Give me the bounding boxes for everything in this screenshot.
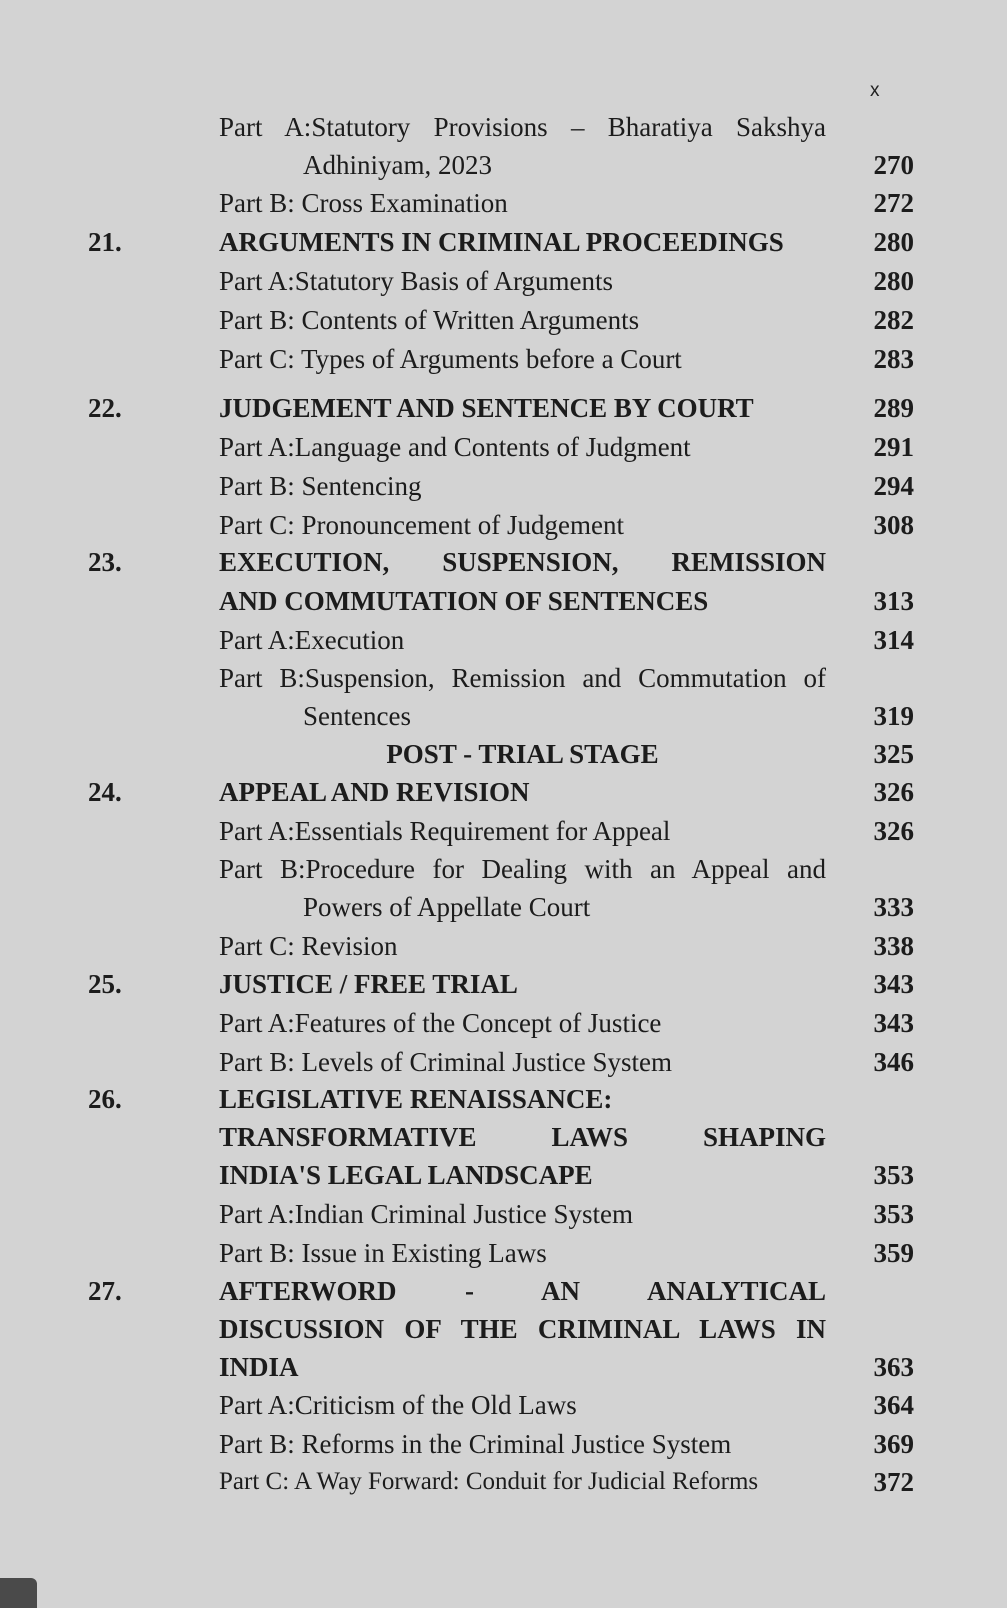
page-number: 343 (873, 1008, 914, 1038)
section-title: POST - TRIAL STAGE (386, 739, 659, 769)
chapter-entry-continuation[interactable] (0, 1156, 1007, 1194)
chapter-entry[interactable] (0, 543, 1007, 581)
chapter-title: APPEAL AND REVISION (219, 777, 530, 807)
chapter-title: EXECUTION, SUSPENSION, REMISSION (219, 547, 826, 577)
page-number: 338 (873, 931, 914, 961)
chapter-entry-continuation[interactable] (0, 582, 1007, 620)
page-number: 325 (873, 739, 914, 769)
chapter-title: INDIA'S LEGAL LANDSCAPE (219, 1160, 593, 1190)
chapter-entry-continuation[interactable] (0, 1348, 1007, 1386)
toc-entry[interactable] (0, 184, 1007, 222)
entry-title: Part C: Types of Arguments before a Court (219, 344, 682, 374)
toc-entry[interactable] (0, 659, 1007, 697)
chapter-title: INDIA (219, 1352, 299, 1382)
page-number: 280 (873, 266, 914, 296)
chapter-entry-continuation[interactable] (0, 1118, 1007, 1156)
page-number: 364 (873, 1390, 914, 1420)
page-number: 326 (873, 777, 914, 807)
toc-entry[interactable] (0, 301, 1007, 339)
entry-title: Sentences (303, 701, 411, 731)
section-heading[interactable] (0, 735, 1007, 773)
entry-title: Powers of Appellate Court (303, 892, 591, 922)
entry-title: Part B: Issue in Existing Laws (219, 1238, 547, 1268)
entry-title: Part B:Suspension, Remission and Commutation of (219, 663, 826, 693)
page-number: 314 (873, 625, 914, 655)
page-number: 313 (873, 586, 914, 616)
page-number: 372 (873, 1467, 914, 1497)
page-number-roman: x (870, 80, 880, 101)
page-number: 359 (873, 1238, 914, 1268)
toc-entry[interactable] (0, 1195, 1007, 1233)
entry-title: Part A:Language and Contents of Judgment (219, 432, 691, 462)
chapter-entry[interactable] (0, 389, 1007, 427)
entry-title: Part B: Sentencing (219, 471, 422, 501)
chapter-title: ARGUMENTS IN CRIMINAL PROCEEDINGS (219, 227, 784, 257)
entry-title: Part A:Criticism of the Old Laws (219, 1390, 577, 1420)
page-number: 369 (873, 1429, 914, 1459)
chapter-entry-continuation[interactable] (0, 1310, 1007, 1348)
page-number: 353 (873, 1160, 914, 1190)
entry-title: Part B: Levels of Criminal Justice System (219, 1047, 672, 1077)
chapter-number: 27. (88, 1276, 122, 1306)
entry-title: Part A:Indian Criminal Justice System (219, 1199, 633, 1229)
toc-entry[interactable] (0, 262, 1007, 300)
chapter-number: 21. (88, 227, 122, 257)
page-number: 270 (873, 150, 914, 180)
chapter-number: 22. (88, 393, 122, 423)
toc-entry[interactable] (0, 1425, 1007, 1463)
chapter-number: 24. (88, 777, 122, 807)
page-number: 280 (873, 227, 914, 257)
entry-title: Part B: Cross Examination (219, 188, 508, 218)
toc-entry[interactable] (0, 108, 1007, 146)
chapter-title: TRANSFORMATIVE LAWS SHAPING (219, 1122, 826, 1152)
toc-entry[interactable] (0, 340, 1007, 378)
page-number: 294 (873, 471, 914, 501)
page-number: 346 (873, 1047, 914, 1077)
entry-title: Part A:Statutory Basis of Arguments (219, 266, 614, 296)
entry-title: Part B:Procedure for Dealing with an Appeal and (219, 854, 826, 884)
toc-entry[interactable] (0, 467, 1007, 505)
chapter-entry[interactable] (0, 965, 1007, 1003)
toc-entry-continuation[interactable] (0, 888, 1007, 926)
page-number: 282 (873, 305, 914, 335)
entry-title: Part C: Revision (219, 931, 398, 961)
page-number: 363 (873, 1352, 914, 1382)
chapter-entry[interactable] (0, 223, 1007, 261)
chapter-title: JUSTICE / FREE TRIAL (219, 969, 518, 999)
entry-title: Part A:Execution (219, 625, 405, 655)
page-number: 308 (873, 510, 914, 540)
toc-entry[interactable] (0, 1004, 1007, 1042)
toc-entry[interactable] (0, 506, 1007, 544)
page-number: 319 (873, 701, 914, 731)
toc-entry[interactable] (0, 1463, 1007, 1501)
entry-title: Part A:Statutory Provisions – Bharatiya Sakshya (219, 112, 826, 142)
page-number: 353 (873, 1199, 914, 1229)
toc-entry[interactable] (0, 812, 1007, 850)
entry-title: Part A:Features of the Concept of Justice (219, 1008, 662, 1038)
entry-title: Part B: Contents of Written Arguments (219, 305, 640, 335)
page-number: 291 (873, 432, 914, 462)
page-number: 333 (873, 892, 914, 922)
entry-title: Part C: A Way Forward: Conduit for Judicial Reforms (219, 1468, 759, 1495)
entry-title: Part C: Pronouncement of Judgement (219, 510, 624, 540)
toc-entry-continuation[interactable] (0, 697, 1007, 735)
toc-entry-continuation[interactable] (0, 146, 1007, 184)
viewer-corner-tab[interactable] (0, 1578, 37, 1608)
toc-entry[interactable] (0, 1386, 1007, 1424)
page-number: 343 (873, 969, 914, 999)
entry-title: Part B: Reforms in the Criminal Justice System (219, 1429, 732, 1459)
page-number: 283 (873, 344, 914, 374)
chapter-title: AND COMMUTATION OF SENTENCES (219, 586, 709, 616)
chapter-title: AFTERWORD - AN ANALYTICAL (219, 1276, 826, 1306)
toc-entry[interactable] (0, 621, 1007, 659)
toc-entry[interactable] (0, 1043, 1007, 1081)
chapter-entry[interactable] (0, 1272, 1007, 1310)
toc-entry[interactable] (0, 850, 1007, 888)
page-number: 326 (873, 816, 914, 846)
chapter-number: 23. (88, 547, 122, 577)
page-number: 289 (873, 393, 914, 423)
chapter-number: 25. (88, 969, 122, 999)
chapter-title: DISCUSSION OF THE CRIMINAL LAWS IN (219, 1314, 826, 1344)
entry-title: Adhiniyam, 2023 (303, 150, 492, 180)
toc-entry[interactable] (0, 428, 1007, 466)
page-number: 272 (873, 188, 914, 218)
entry-title: Part A:Essentials Requirement for Appeal (219, 816, 671, 846)
chapter-number: 26. (88, 1084, 122, 1114)
chapter-entry[interactable] (0, 773, 1007, 811)
chapter-title: LEGISLATIVE RENAISSANCE: (219, 1084, 613, 1114)
toc-entry[interactable] (0, 1234, 1007, 1272)
toc-entry[interactable] (0, 927, 1007, 965)
chapter-entry[interactable] (0, 1080, 1007, 1118)
chapter-title: JUDGEMENT AND SENTENCE BY COURT (219, 393, 754, 423)
